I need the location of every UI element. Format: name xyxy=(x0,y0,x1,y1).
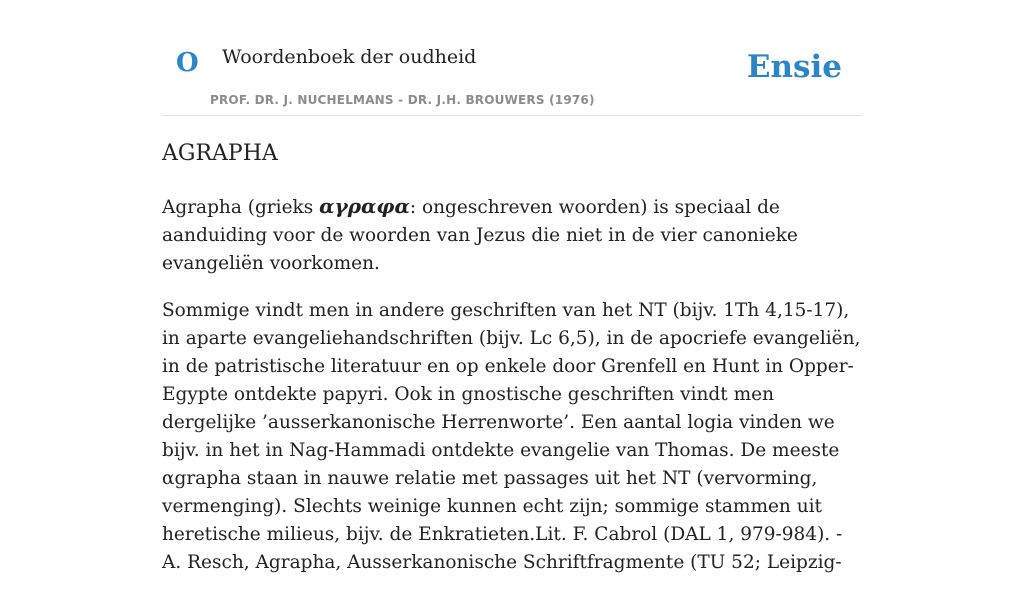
book-header xyxy=(162,0,862,116)
paragraph-1-start: Agrapha (grieks xyxy=(162,197,320,218)
index-letter[interactable]: O xyxy=(176,48,199,78)
paragraph-1-end: : ongeschreven woorden) is speciaal de aanduiding voor de woorden van Jezus die niet in de vier canonieke evangeliën voorkomen. xyxy=(162,197,798,274)
greek-term: αγραφα xyxy=(319,194,410,218)
entry-paragraph-1 xyxy=(162,192,862,278)
entry-title: AGRAPHA xyxy=(162,141,278,166)
article-page xyxy=(162,0,862,573)
entry-paragraph-2: Sommige vindt men in andere geschriften van het NT (bijv. 1Th 4,15-17), in aparte evangeliehandschriften (bijv. Lc 6,5), in de apocriefe evangeliën, in de patristische literatuur en op enkele door Grenfell en Hunt in Opper-Egypte ontdekte papyri. Ook in gnostische geschriften vindt men dergelijke ’ausserkanonische Herrenworte’. Een aantal logia vinden we bijv. in het in Nag-Hammadi ontdekte evangelie van Thomas. De meeste αgrapha staan in nauwe relatie met passages uit het NT (vervorming, vermenging). Slechts weinige kunnen echt zijn; sommige stammen uit heretische milieus, bijv. de Enkratieten.Lit. F. Cabrol (DAL 1, 979-984). - A. Resch, Agrapha, Ausserkanonische Schriftfragmente (TU 52; Leipzig- xyxy=(162,300,861,573)
book-authors: PROF. DR. J. NUCHELMANS - DR. J.H. BROUWERS (1976) xyxy=(210,93,595,107)
book-title-link[interactable]: Woordenboek der oudheid xyxy=(222,46,477,68)
entry-body xyxy=(162,192,862,596)
ensie-logo-link[interactable]: Ensie xyxy=(746,49,842,85)
